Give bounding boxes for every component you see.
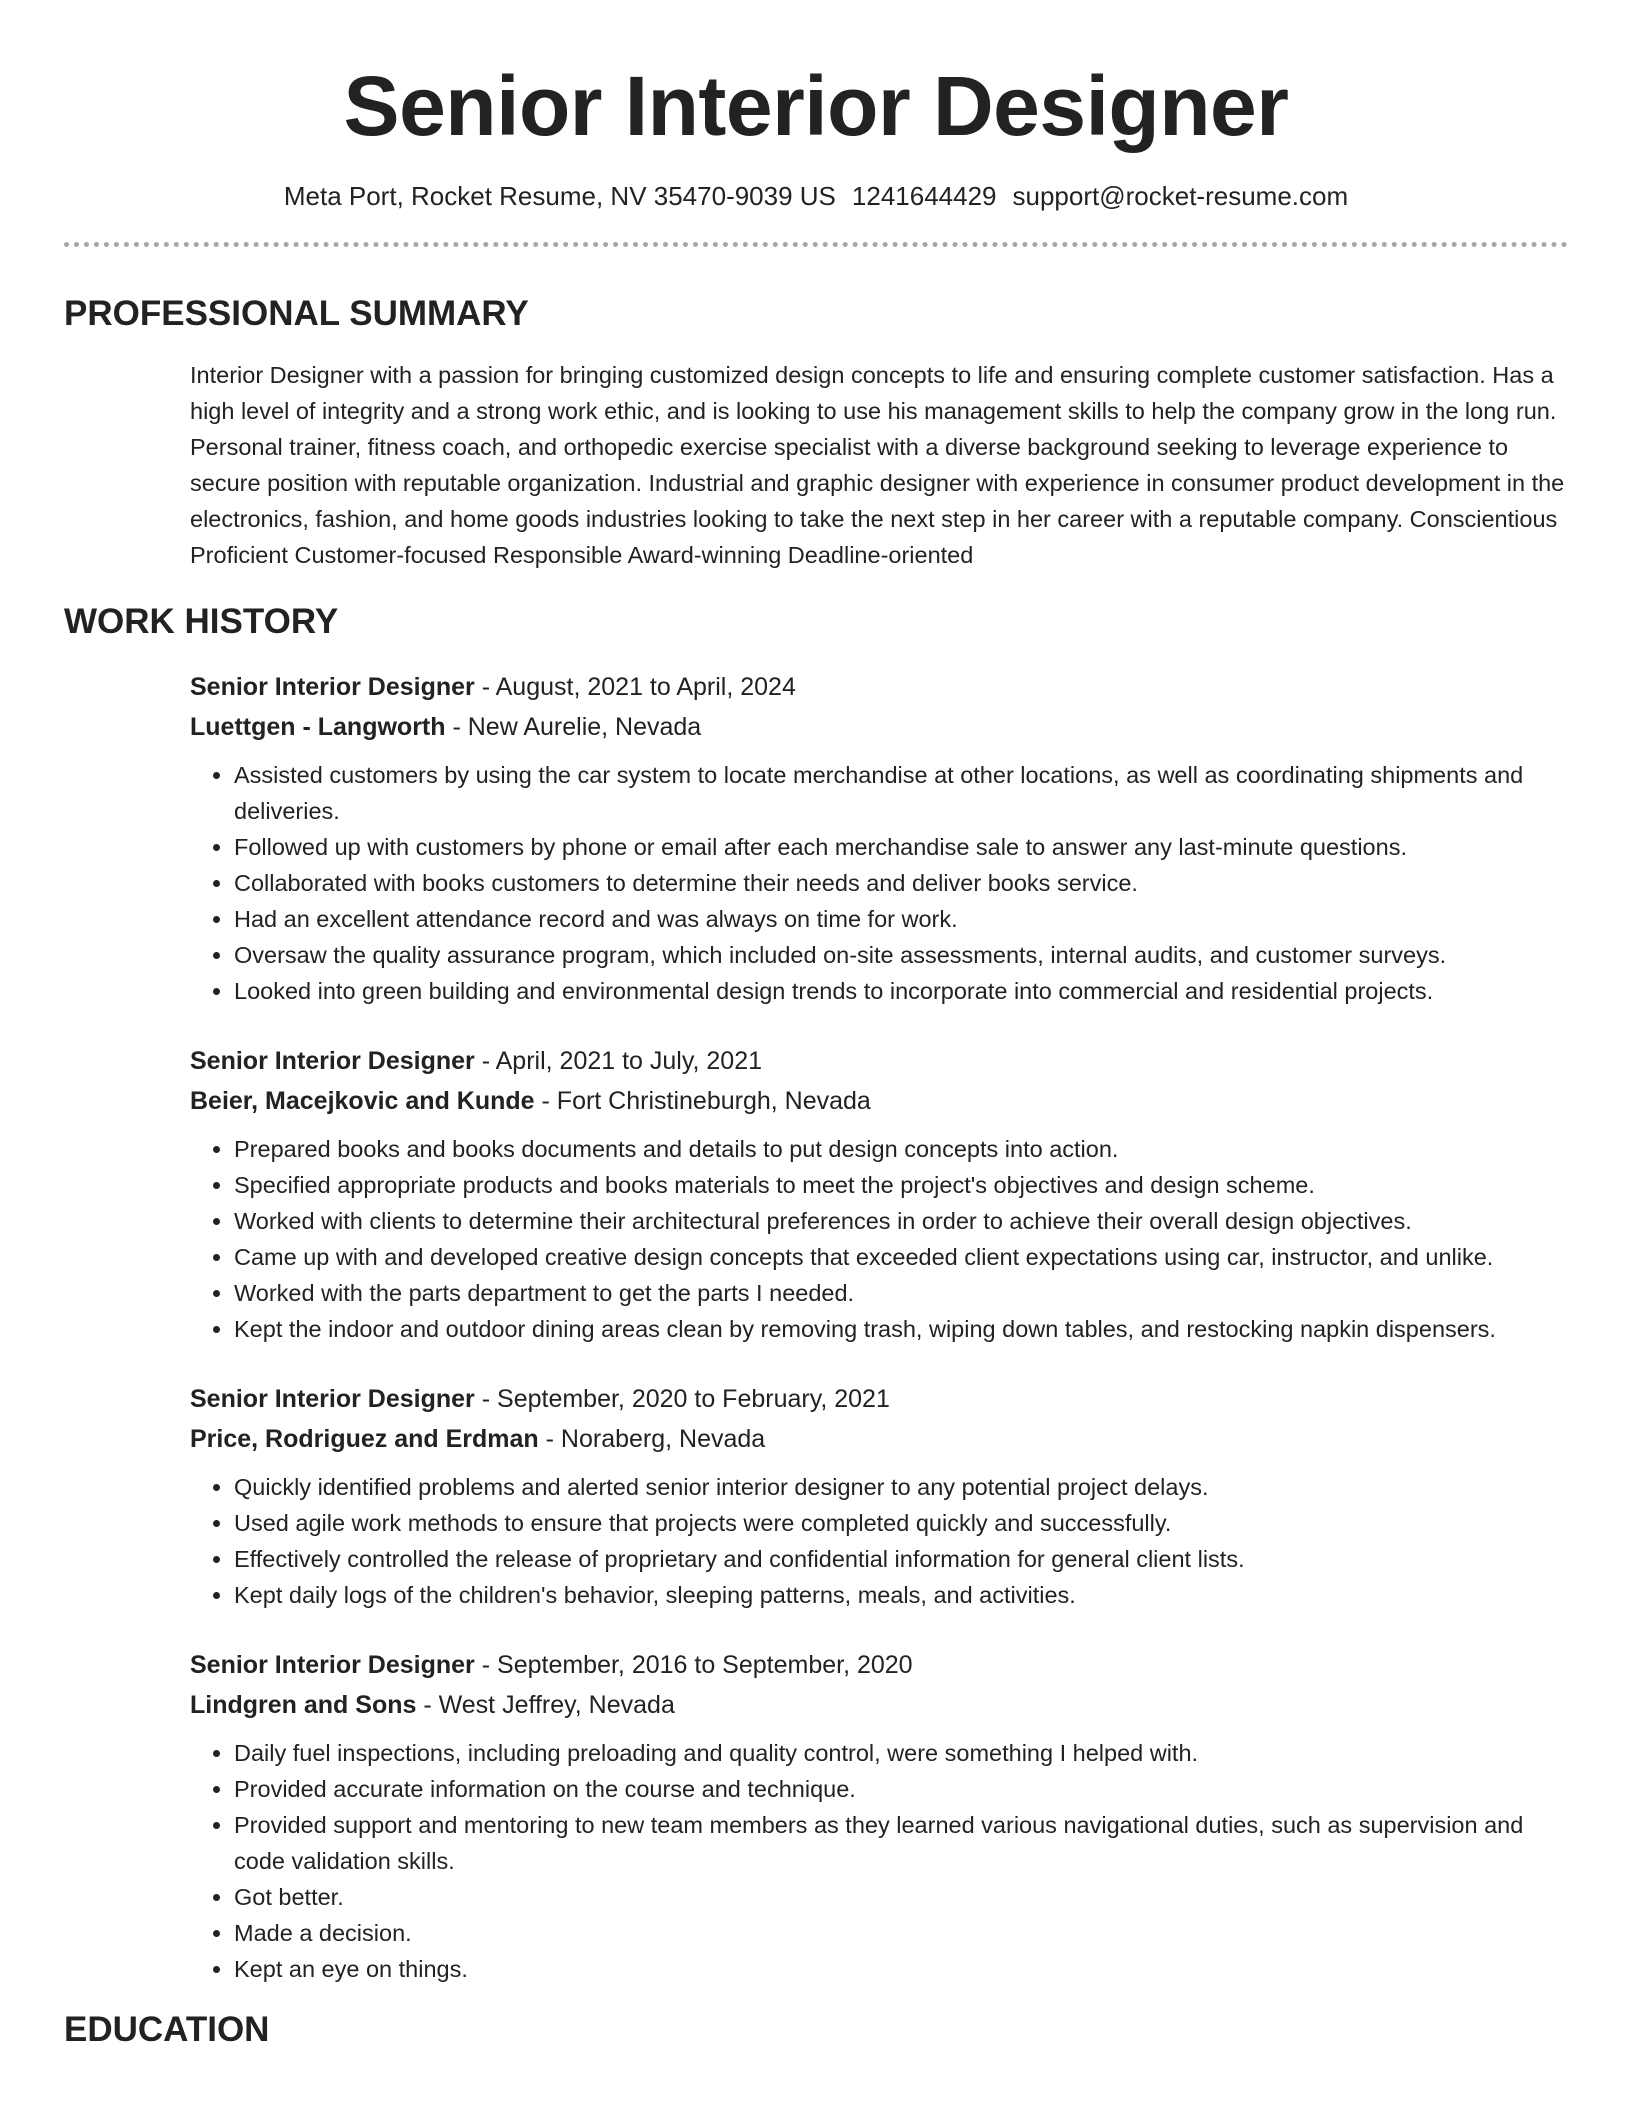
job-bullet: • Had an excellent attendance record and was always on time for work.: [234, 901, 1568, 937]
header-divider: [64, 242, 1568, 247]
job-dates: - September, 2020 to February, 2021: [474, 1385, 890, 1413]
job-bullet: • Oversaw the quality assurance program, which included on-site assessments, internal audits, and customer surveys.: [234, 937, 1568, 973]
job-bullet: • Worked with clients to determine their architectural preferences in order to achieve their overall design objectives.: [234, 1203, 1568, 1239]
contact-phone: 1241644429: [851, 181, 997, 211]
section-title-education: EDUCATION: [64, 2010, 270, 2049]
job-bullets: [190, 757, 1568, 1009]
job-bullet: • Kept the indoor and outdoor dining areas clean by removing trash, wiping down tables, and restocking napkin dispensers.: [234, 1311, 1568, 1347]
job-company-line: [190, 1081, 1568, 1121]
job-company-line: [190, 1419, 1568, 1459]
job-bullets: [190, 1469, 1568, 1613]
job-bullets: [190, 1131, 1568, 1347]
job-location: - Fort Christineburgh, Nevada: [534, 1087, 871, 1115]
job-location: - Noraberg, Nevada: [538, 1425, 766, 1453]
job-entry: [190, 1645, 1568, 1987]
job-role-line: [190, 1379, 1568, 1419]
job-role-line: [190, 667, 1568, 707]
job-role: Senior Interior Designer: [190, 1385, 475, 1413]
contact-line: [64, 180, 1568, 212]
job-bullet: • Collaborated with books customers to determine their needs and deliver books service.: [234, 865, 1568, 901]
section-title-work-history: WORK HISTORY: [64, 602, 339, 641]
job-role-line: [190, 1041, 1568, 1081]
contact-email: support@rocket-resume.com: [1012, 181, 1349, 211]
job-bullet: • Provided accurate information on the course and technique.: [234, 1771, 1568, 1807]
resume-page: [64, 0, 1568, 2051]
job-bullet: • Worked with the parts department to get the parts I needed.: [234, 1275, 1568, 1311]
job-location: - West Jeffrey, Nevada: [416, 1691, 675, 1719]
resume-title: Senior Interior Designer: [343, 59, 1289, 153]
job-bullet: • Made a decision.: [234, 1915, 1568, 1951]
job-bullet: • Followed up with customers by phone or email after each merchandise sale to answer any last-minute questions.: [234, 829, 1568, 865]
job-bullet: • Prepared books and books documents and details to put design concepts into action.: [234, 1131, 1568, 1167]
job-bullets: [190, 1735, 1568, 1987]
job-company: Beier, Macejkovic and Kunde: [190, 1087, 535, 1115]
job-company: Luettgen - Langworth: [190, 713, 446, 741]
job-company: Price, Rodriguez and Erdman: [190, 1425, 539, 1453]
job-bullet: • Specified appropriate products and books materials to meet the project's objectives and design scheme.: [234, 1167, 1568, 1203]
job-bullet: • Assisted customers by using the car system to locate merchandise at other locations, as well as coordinating shipments and deliveries.: [234, 757, 1568, 829]
contact-address: Meta Port, Rocket Resume, NV 35470-9039 US: [283, 181, 836, 211]
job-entry: [190, 1379, 1568, 1613]
job-role: Senior Interior Designer: [190, 1047, 475, 1075]
work-history-list: [190, 667, 1568, 1987]
job-bullet: • Kept daily logs of the children's behavior, sleeping patterns, meals, and activities.: [234, 1577, 1568, 1613]
job-bullet: • Daily fuel inspections, including preloading and quality control, were something I helped with.: [234, 1735, 1568, 1771]
job-bullet: • Came up with and developed creative design concepts that exceeded client expectations using car, instructor, and unlike.: [234, 1239, 1568, 1275]
job-bullet: • Used agile work methods to ensure that projects were completed quickly and successfully.: [234, 1505, 1568, 1541]
job-location: - New Aurelie, Nevada: [445, 713, 702, 741]
job-bullet: • Kept an eye on things.: [234, 1951, 1568, 1987]
section-title-summary: PROFESSIONAL SUMMARY: [64, 294, 529, 333]
job-company-line: [190, 1685, 1568, 1725]
summary-text: Interior Designer with a passion for bringing customized design concepts to life and ensuring complete customer satisfaction. Has a high level of integrity and a strong work ethic, and is looking to use his management skills to help the company grow in the long run. Personal trainer, fitness coach, and orthopedic exercise specialist with a diverse background seeking to leverage experience to secure position with reputable organization. Industrial and graphic designer with experience in consumer product development in the electronics, fashion, and home goods industries looking to take the next step in her career with a reputable company. Conscientious Proficient Customer-focused Responsible Award-winning Deadline-oriented: [190, 362, 1565, 568]
job-dates: - September, 2016 to September, 2020: [474, 1651, 913, 1679]
job-bullet: • Quickly identified problems and alerted senior interior designer to any potential project delays.: [234, 1469, 1568, 1505]
job-role: Senior Interior Designer: [190, 673, 475, 701]
job-company-line: [190, 707, 1568, 747]
job-dates: - August, 2021 to April, 2024: [474, 673, 796, 701]
job-bullet: • Got better.: [234, 1879, 1568, 1915]
job-bullet: • Provided support and mentoring to new team members as they learned various navigational duties, such as supervision and code validation skills.: [234, 1807, 1568, 1879]
job-bullet: • Effectively controlled the release of proprietary and confidential information for general client lists.: [234, 1541, 1568, 1577]
job-company: Lindgren and Sons: [190, 1691, 417, 1719]
job-entry: [190, 667, 1568, 1009]
job-dates: - April, 2021 to July, 2021: [474, 1047, 763, 1075]
job-role-line: [190, 1645, 1568, 1685]
job-bullet: • Looked into green building and environmental design trends to incorporate into commercial and residential projects.: [234, 973, 1568, 1009]
job-role: Senior Interior Designer: [190, 1651, 475, 1679]
job-entry: [190, 1041, 1568, 1347]
